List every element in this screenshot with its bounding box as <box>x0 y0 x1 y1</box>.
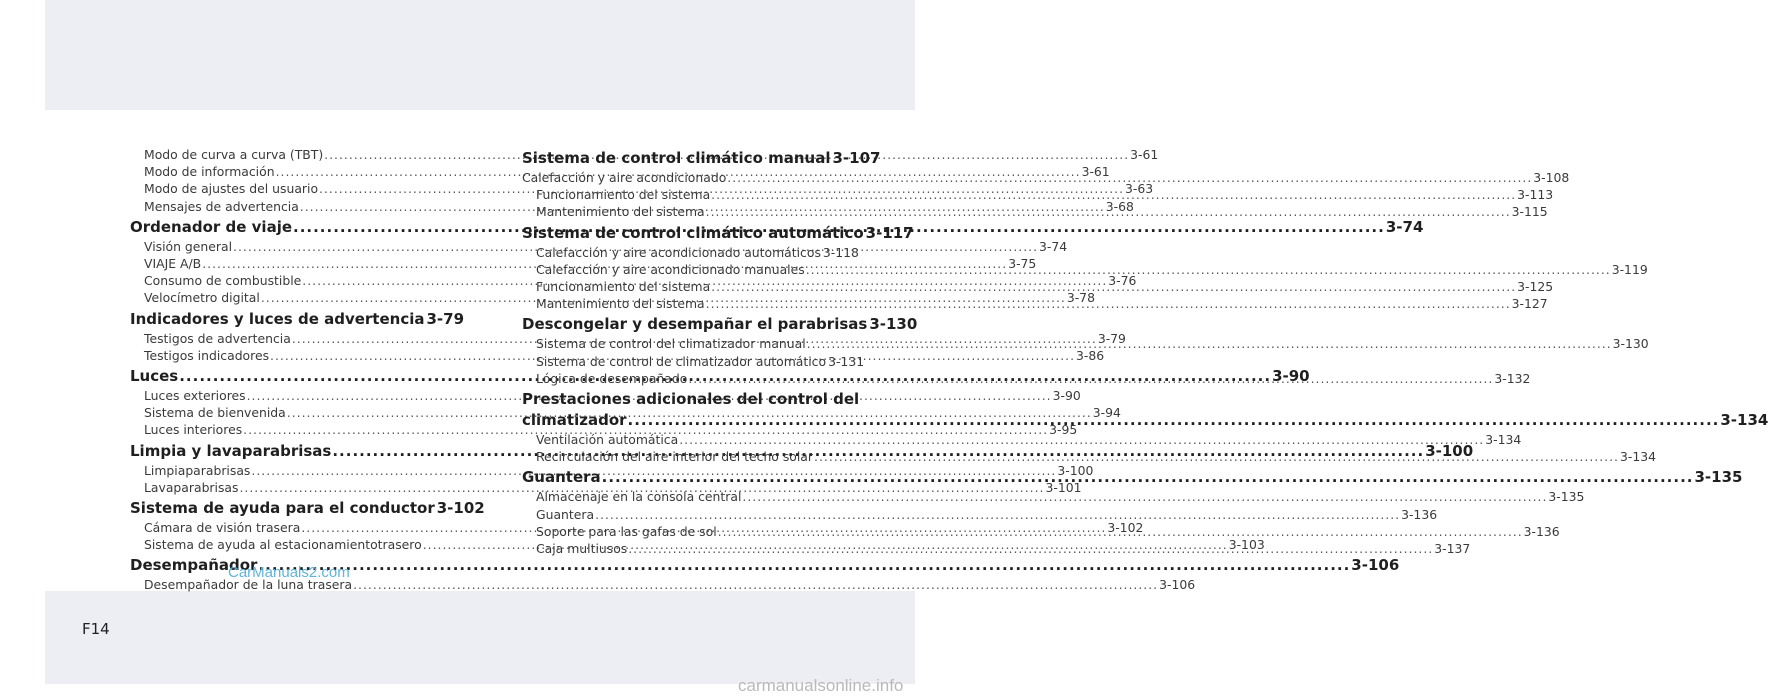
toc-entry-page: 3-79 <box>1097 330 1126 346</box>
toc-entry-title: Almacenaje en la consola central <box>536 489 742 505</box>
toc-entry-title: Modo de curva a curva (TBT) <box>144 147 324 162</box>
toc-section-heading[interactable] <box>522 314 918 335</box>
toc-entry-page: 3-90 <box>1272 367 1310 386</box>
toc-section-heading[interactable] <box>522 148 881 169</box>
toc-entry-title: Funcionamiento del sistema <box>536 187 711 203</box>
toc-entry-title: Mantenimiento del sistema <box>536 204 705 220</box>
toc-entry-title: Sistema de control de climatizador automático <box>536 353 827 369</box>
toc-entry-page: 3-136 <box>1523 523 1560 539</box>
toc-entry-page: 3-118 <box>822 244 859 260</box>
toc-section-heading[interactable] <box>522 223 914 244</box>
toc-entry-title: Modo de ajustes del usuario <box>144 181 319 197</box>
site-watermark[interactable]: CarManuals2.com <box>228 564 350 581</box>
toc-entry-page: 3-61 <box>1130 147 1159 162</box>
toc-leader-dots <box>258 555 1350 576</box>
toc-entry-title: Desempañador de la luna trasera <box>144 577 353 593</box>
toc-entry-page: 3-127 <box>1511 296 1548 312</box>
toc-entry-page: 3-75 <box>1008 256 1037 272</box>
toc-entry-page: 3-90 <box>1052 388 1081 404</box>
toc-entry-title: Ordenador de viaje <box>130 217 293 236</box>
toc-entry-title: Soporte para las gafas de sol <box>536 523 717 539</box>
toc-entry-title: VIAJE A/B <box>144 256 202 272</box>
toc-entry-title: Guantera <box>522 468 601 487</box>
toc-leader-dots <box>806 261 1611 278</box>
toc-entry-title: climatizador <box>522 411 627 430</box>
footer-watermark[interactable]: carmanualsonline.info <box>738 676 904 695</box>
toc-entry-title: Sistema de control climático manual <box>522 149 831 167</box>
page-number: F14 <box>82 620 110 638</box>
toc-entry-page: 3-130 <box>869 315 918 334</box>
toc-entry-page: 3-117 <box>865 223 914 242</box>
toc-leader-dots <box>814 448 1619 465</box>
toc-entry-title: Cámara de visión trasera <box>144 520 301 536</box>
toc-entry-page: 3-79 <box>426 309 465 328</box>
toc-entry-title: Limpia y lavaparabrisas <box>130 441 332 460</box>
toc-entry-page: 3-108 <box>1533 170 1570 185</box>
toc-leader-dots <box>688 370 1493 387</box>
toc-entry-title: Testigos indicadores <box>144 347 270 363</box>
toc-entry-title: Calefacción y aire acondicionado automáticos <box>536 244 821 260</box>
toc-entry-title: Caja multiusos <box>536 541 628 557</box>
toc-entry-title: Funcionamiento del sistema <box>536 279 711 295</box>
footer-band <box>45 591 915 684</box>
toc-entry-page: 3-135 <box>1548 489 1585 505</box>
toc-entry-title: Ventilación automática <box>536 432 679 448</box>
toc-leader-dots <box>742 488 1547 505</box>
toc-leader-dots <box>628 410 1720 431</box>
toc-entry-page: 3-134 <box>1485 432 1522 448</box>
toc-entry-title: Calefacción y aire acondicionado <box>522 170 727 185</box>
toc-entry-title: Consumo de combustible <box>144 273 302 289</box>
toc-entry-page: 3-103 <box>1228 537 1265 553</box>
toc-leader-dots <box>353 576 1158 593</box>
toc-entry-page: 3-61 <box>1081 164 1110 180</box>
toc-entry-page: 3-137 <box>1434 541 1471 557</box>
toc-entry-page: 3-136 <box>1401 506 1438 522</box>
toc-entry-title: Sistema de bienvenida <box>144 405 286 421</box>
toc-entry-page: 3-107 <box>832 149 881 167</box>
toc-entry-page: 3-134 <box>1720 411 1768 430</box>
toc-entry-page: 3-132 <box>1494 370 1531 386</box>
toc-leader-dots <box>595 506 1400 523</box>
toc-entry-title: Sistema de control del climatizador manual <box>536 336 806 352</box>
toc-entry[interactable] <box>522 353 865 370</box>
toc-entry-page: 3-101 <box>1045 479 1082 495</box>
toc-entry-title: Lavaparabrisas <box>144 479 239 495</box>
toc-entry-page: 3-78 <box>1066 290 1095 306</box>
toc-entry-page: 3-74 <box>1039 238 1068 254</box>
toc-entry-title: Modo de información <box>144 164 275 180</box>
toc-entry-title: Guantera <box>536 506 595 522</box>
toc-entry-title: Visión general <box>144 238 233 254</box>
toc-entry-page: 3-106 <box>1159 577 1196 593</box>
toc-entry-page: 3-131 <box>828 353 865 369</box>
toc-entry-page: 3-125 <box>1517 279 1554 295</box>
toc-entry[interactable] <box>130 421 1078 438</box>
toc-entry-title: Luces <box>130 367 179 386</box>
toc-entry-page: 3-106 <box>1351 556 1400 575</box>
toc-entry-title: Recirculación del aire interior del techo solar <box>536 449 813 465</box>
toc-entry-page: 3-135 <box>1694 468 1743 487</box>
toc-entry-page: 3-113 <box>1517 187 1554 203</box>
toc-leader-dots <box>727 169 1532 186</box>
toc-entry-title: Limpiaparabrisas <box>144 462 251 478</box>
toc-entry-page: 3-76 <box>1108 273 1137 289</box>
toc-entry[interactable] <box>522 431 1522 448</box>
toc-entry-page: 3-102 <box>436 499 485 518</box>
toc-entry-title: Descongelar y desempañar el parabrisas <box>522 315 868 334</box>
toc-entry[interactable] <box>522 488 1585 505</box>
toc-leader-dots <box>706 203 1511 220</box>
toc-entry-page: 3-68 <box>1105 198 1134 214</box>
toc-entry-page: 3-134 <box>1620 449 1657 465</box>
header-band <box>45 0 915 110</box>
toc-section-heading[interactable] <box>130 309 465 330</box>
toc-entry-title: Sistema de control climático automático <box>522 223 864 242</box>
toc-entry-page: 3-94 <box>1092 405 1121 421</box>
toc-entry-title: Mensajes de advertencia <box>144 198 299 214</box>
toc-entry-page: 3-102 <box>1107 520 1144 536</box>
toc-entry-page: 3-119 <box>1611 261 1648 277</box>
toc-section-heading[interactable] <box>130 498 485 519</box>
toc-entry-title: Lógica de desempañado <box>536 370 688 386</box>
toc-leader-dots <box>628 540 1433 557</box>
toc-entry-page: 3-86 <box>1076 347 1105 363</box>
toc-entry-title: Sistema de ayuda para el conductor <box>130 499 435 518</box>
toc-entry-title: Velocímetro digital <box>144 290 260 306</box>
toc-entry-title: Luces exteriores <box>144 388 246 404</box>
toc-leader-dots <box>718 523 1523 540</box>
toc-entry-page: 3-100 <box>1425 441 1474 460</box>
toc-entry-title: Testigos de advertencia <box>144 330 291 346</box>
toc-entry-title: Indicadores y luces de advertencia <box>130 309 425 328</box>
toc-leader-dots <box>807 335 1612 352</box>
toc-entry[interactable] <box>522 506 1438 523</box>
toc-entry-page: 3-100 <box>1057 462 1094 478</box>
toc-entry-title: Mantenimiento del sistema <box>536 296 705 312</box>
toc-leader-dots <box>602 467 1694 488</box>
toc-entry-page: 3-115 <box>1511 204 1548 220</box>
toc-entry-title: Sistema de ayuda al estacionamientotrasero <box>144 537 422 553</box>
toc-leader-dots <box>711 278 1516 295</box>
toc-entry[interactable] <box>130 479 1082 496</box>
toc-entry-page: 3-95 <box>1049 422 1078 438</box>
toc-entry-title: Luces interiores <box>144 422 243 438</box>
toc-entry-page: 3-74 <box>1385 217 1424 236</box>
toc-entry[interactable] <box>522 244 859 261</box>
toc-leader-dots <box>706 295 1511 312</box>
toc-entry-title: Calefacción y aire acondicionado manuales <box>536 261 805 277</box>
toc-section-heading[interactable]: Prestaciones adicionales del control del <box>522 390 860 409</box>
toc-leader-dots <box>711 186 1516 203</box>
toc-leader-dots <box>679 431 1484 448</box>
toc-entry-page: 3-130 <box>1612 336 1649 352</box>
toc-entry-page: 3-63 <box>1125 181 1154 197</box>
toc-entry-title: Desempañador <box>130 556 258 575</box>
